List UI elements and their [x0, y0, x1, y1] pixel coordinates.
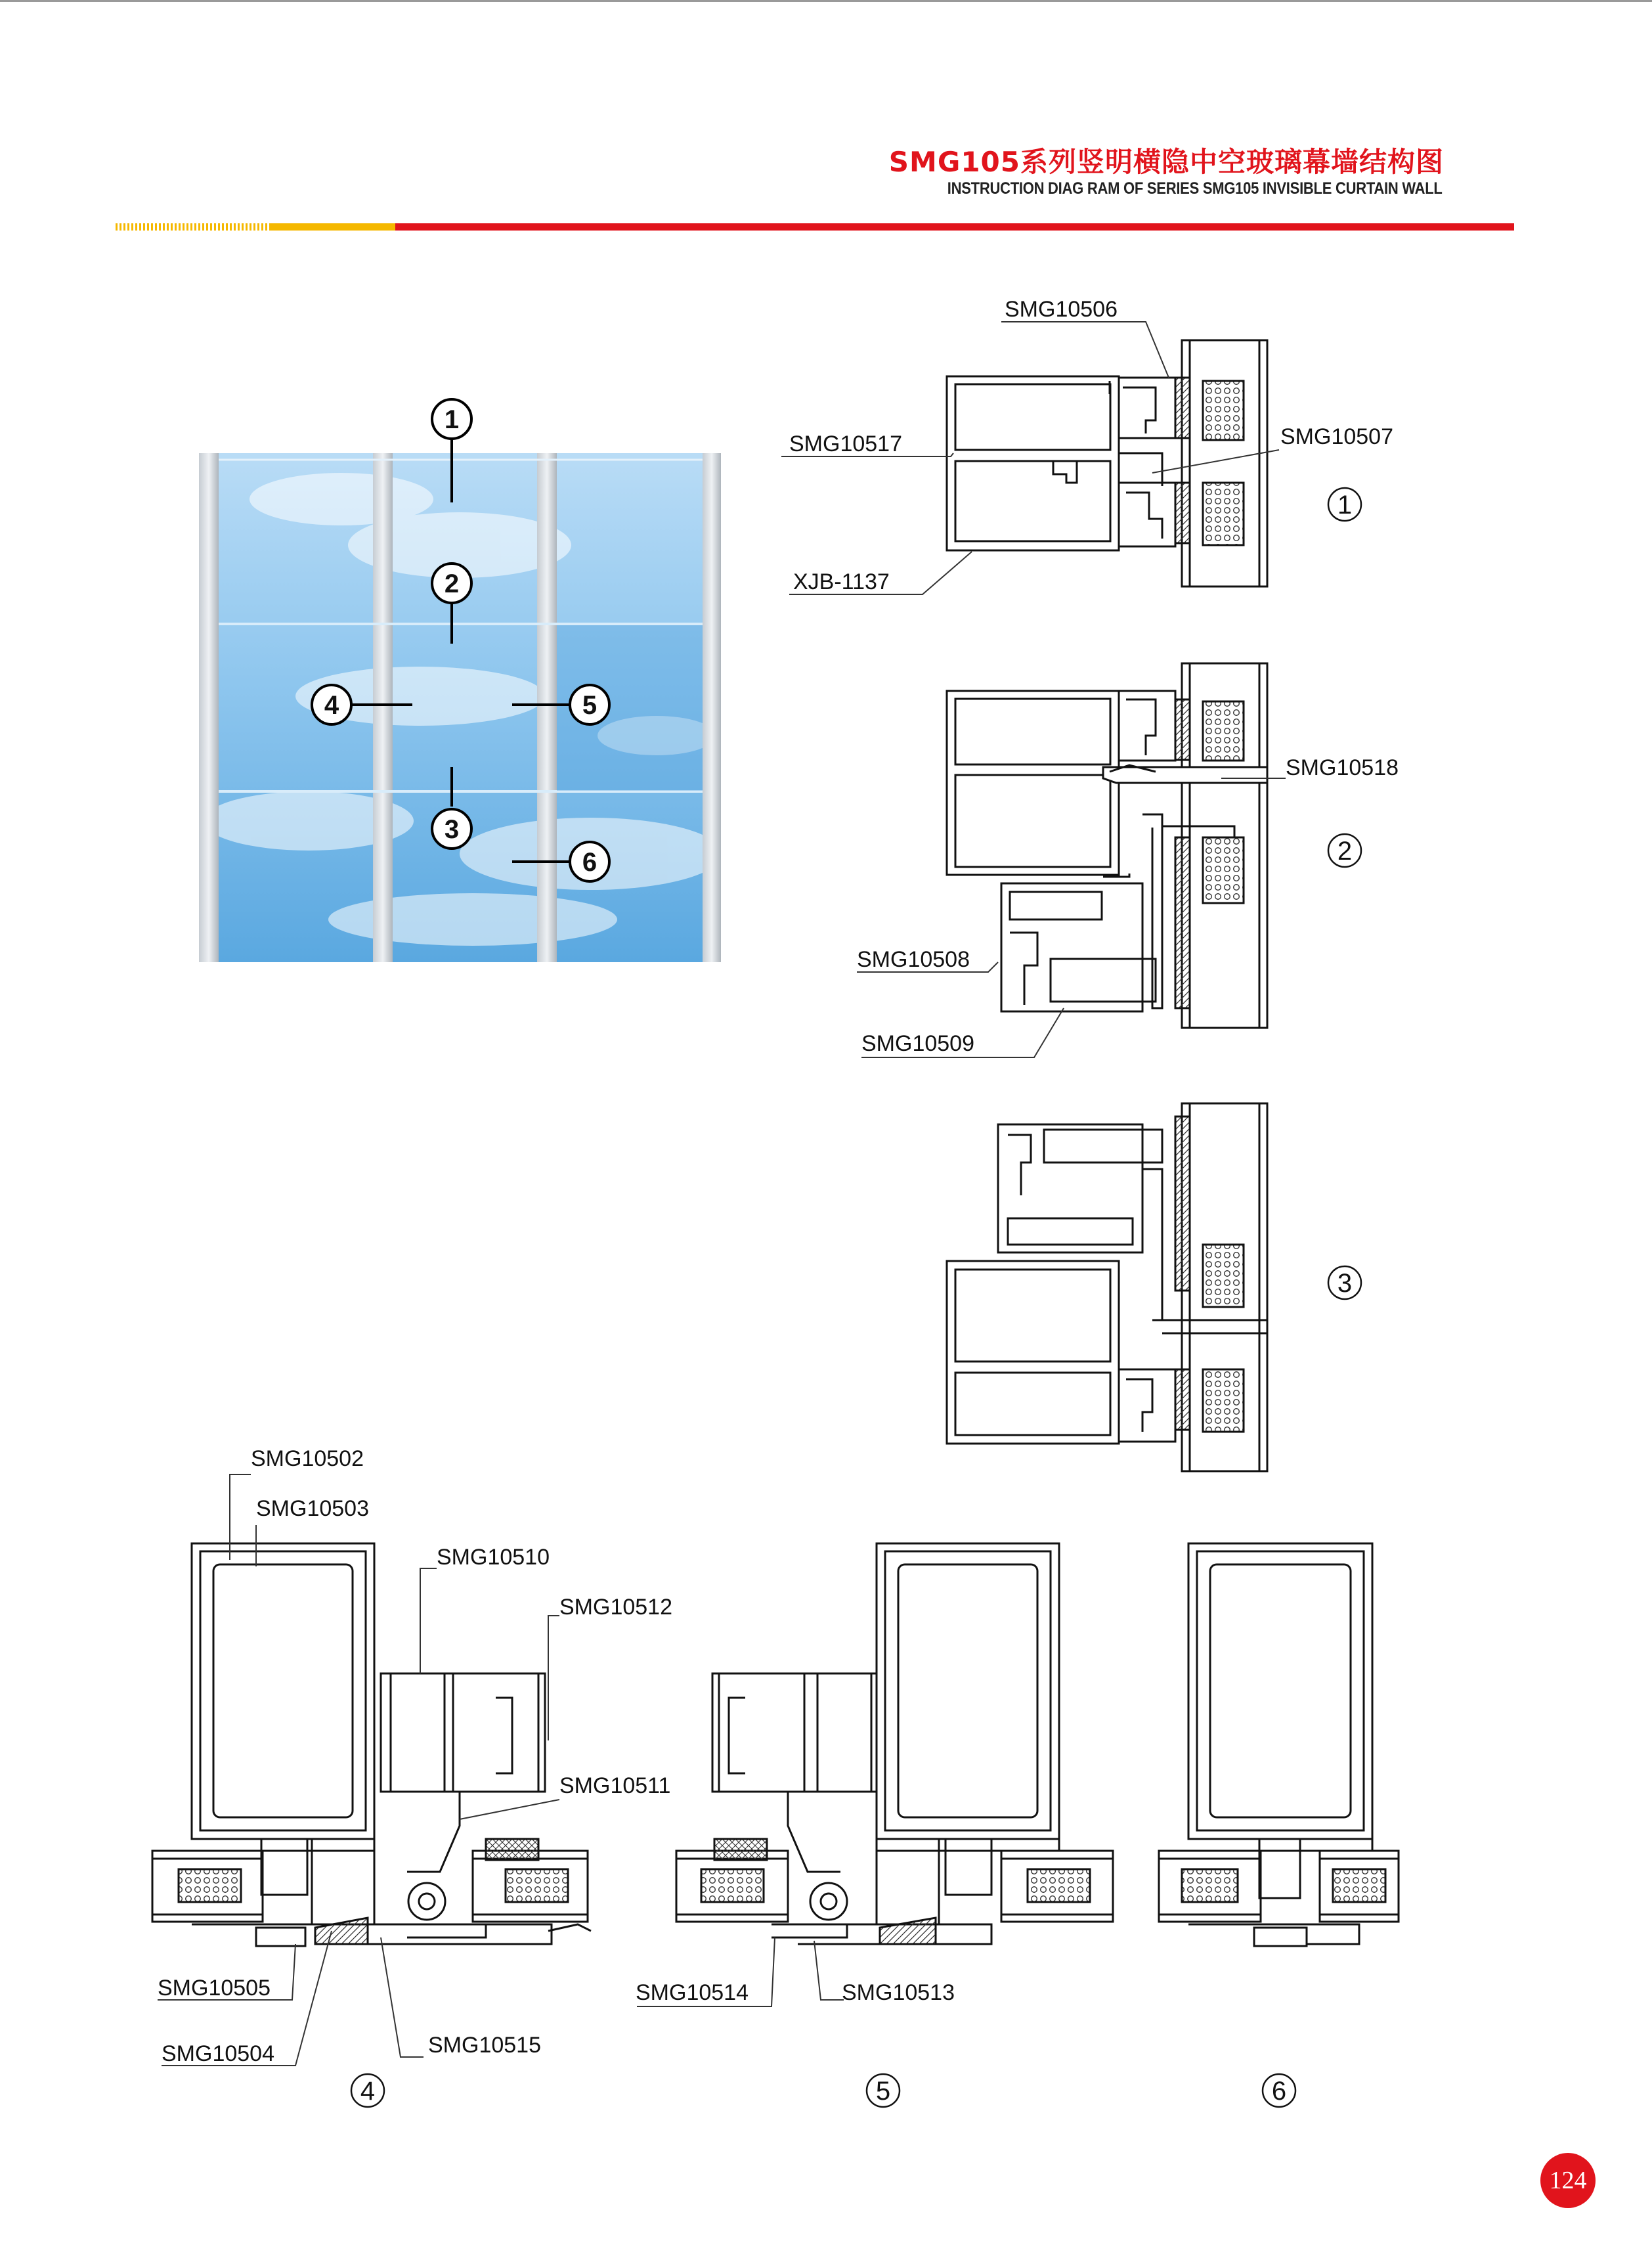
label-xjb1137: XJB-1137: [793, 569, 890, 594]
label-smg10515: SMG10515: [428, 2033, 541, 2058]
section-1-leaders: [781, 322, 1279, 594]
label-smg10509: SMG10509: [861, 1031, 974, 1056]
label-smg10514: SMG10514: [636, 1980, 749, 2005]
section-1-drawing: [947, 340, 1267, 587]
section-number-5: 5: [875, 2077, 891, 2106]
section-number-2: 2: [1337, 837, 1353, 866]
section-2-drawing: [947, 663, 1267, 1028]
facade-marker-6: 6: [582, 848, 598, 877]
label-smg10510: SMG10510: [437, 1545, 550, 1570]
label-smg10506: SMG10506: [1005, 297, 1118, 322]
facade-marker-2: 2: [444, 569, 460, 598]
page-title-chinese: SMG105系列竖明横隐中空玻璃幕墙结构图: [888, 146, 1444, 178]
section-5-drawing: [676, 1543, 1113, 1944]
section-2-leaders: [857, 778, 1286, 1057]
section-6-drawing: [1159, 1543, 1399, 1946]
facade-marker-4: 4: [324, 691, 339, 720]
label-smg10505: SMG10505: [158, 1976, 271, 2001]
section-number-3: 3: [1337, 1269, 1353, 1298]
page-number-badge: 124: [1540, 2153, 1596, 2208]
label-smg10503: SMG10503: [256, 1496, 369, 1521]
label-smg10518: SMG10518: [1286, 755, 1399, 780]
section-3-drawing: [947, 1103, 1267, 1471]
label-smg10508: SMG10508: [857, 947, 970, 972]
label-smg10504: SMG10504: [162, 2041, 274, 2066]
facade-marker-3: 3: [444, 815, 460, 844]
label-smg10511: SMG10511: [559, 1773, 671, 1798]
facade-elevation: [199, 399, 722, 962]
facade-marker-5: 5: [582, 691, 598, 720]
label-smg10517: SMG10517: [789, 432, 902, 456]
section-number-1: 1: [1337, 491, 1353, 520]
label-smg10507: SMG10507: [1280, 424, 1393, 449]
page-title-english: INSTRUCTION DIAG RAM OF SERIES SMG105 INVISIBLE CURTAIN WALL: [947, 179, 1443, 198]
section-number-4: 4: [360, 2077, 376, 2106]
section-number-6: 6: [1271, 2077, 1287, 2106]
section-4-drawing: [152, 1543, 591, 1946]
label-smg10513: SMG10513: [842, 1980, 955, 2005]
label-smg10512: SMG10512: [559, 1595, 672, 1620]
facade-marker-1: 1: [444, 405, 460, 434]
label-smg10502: SMG10502: [251, 1446, 364, 1471]
